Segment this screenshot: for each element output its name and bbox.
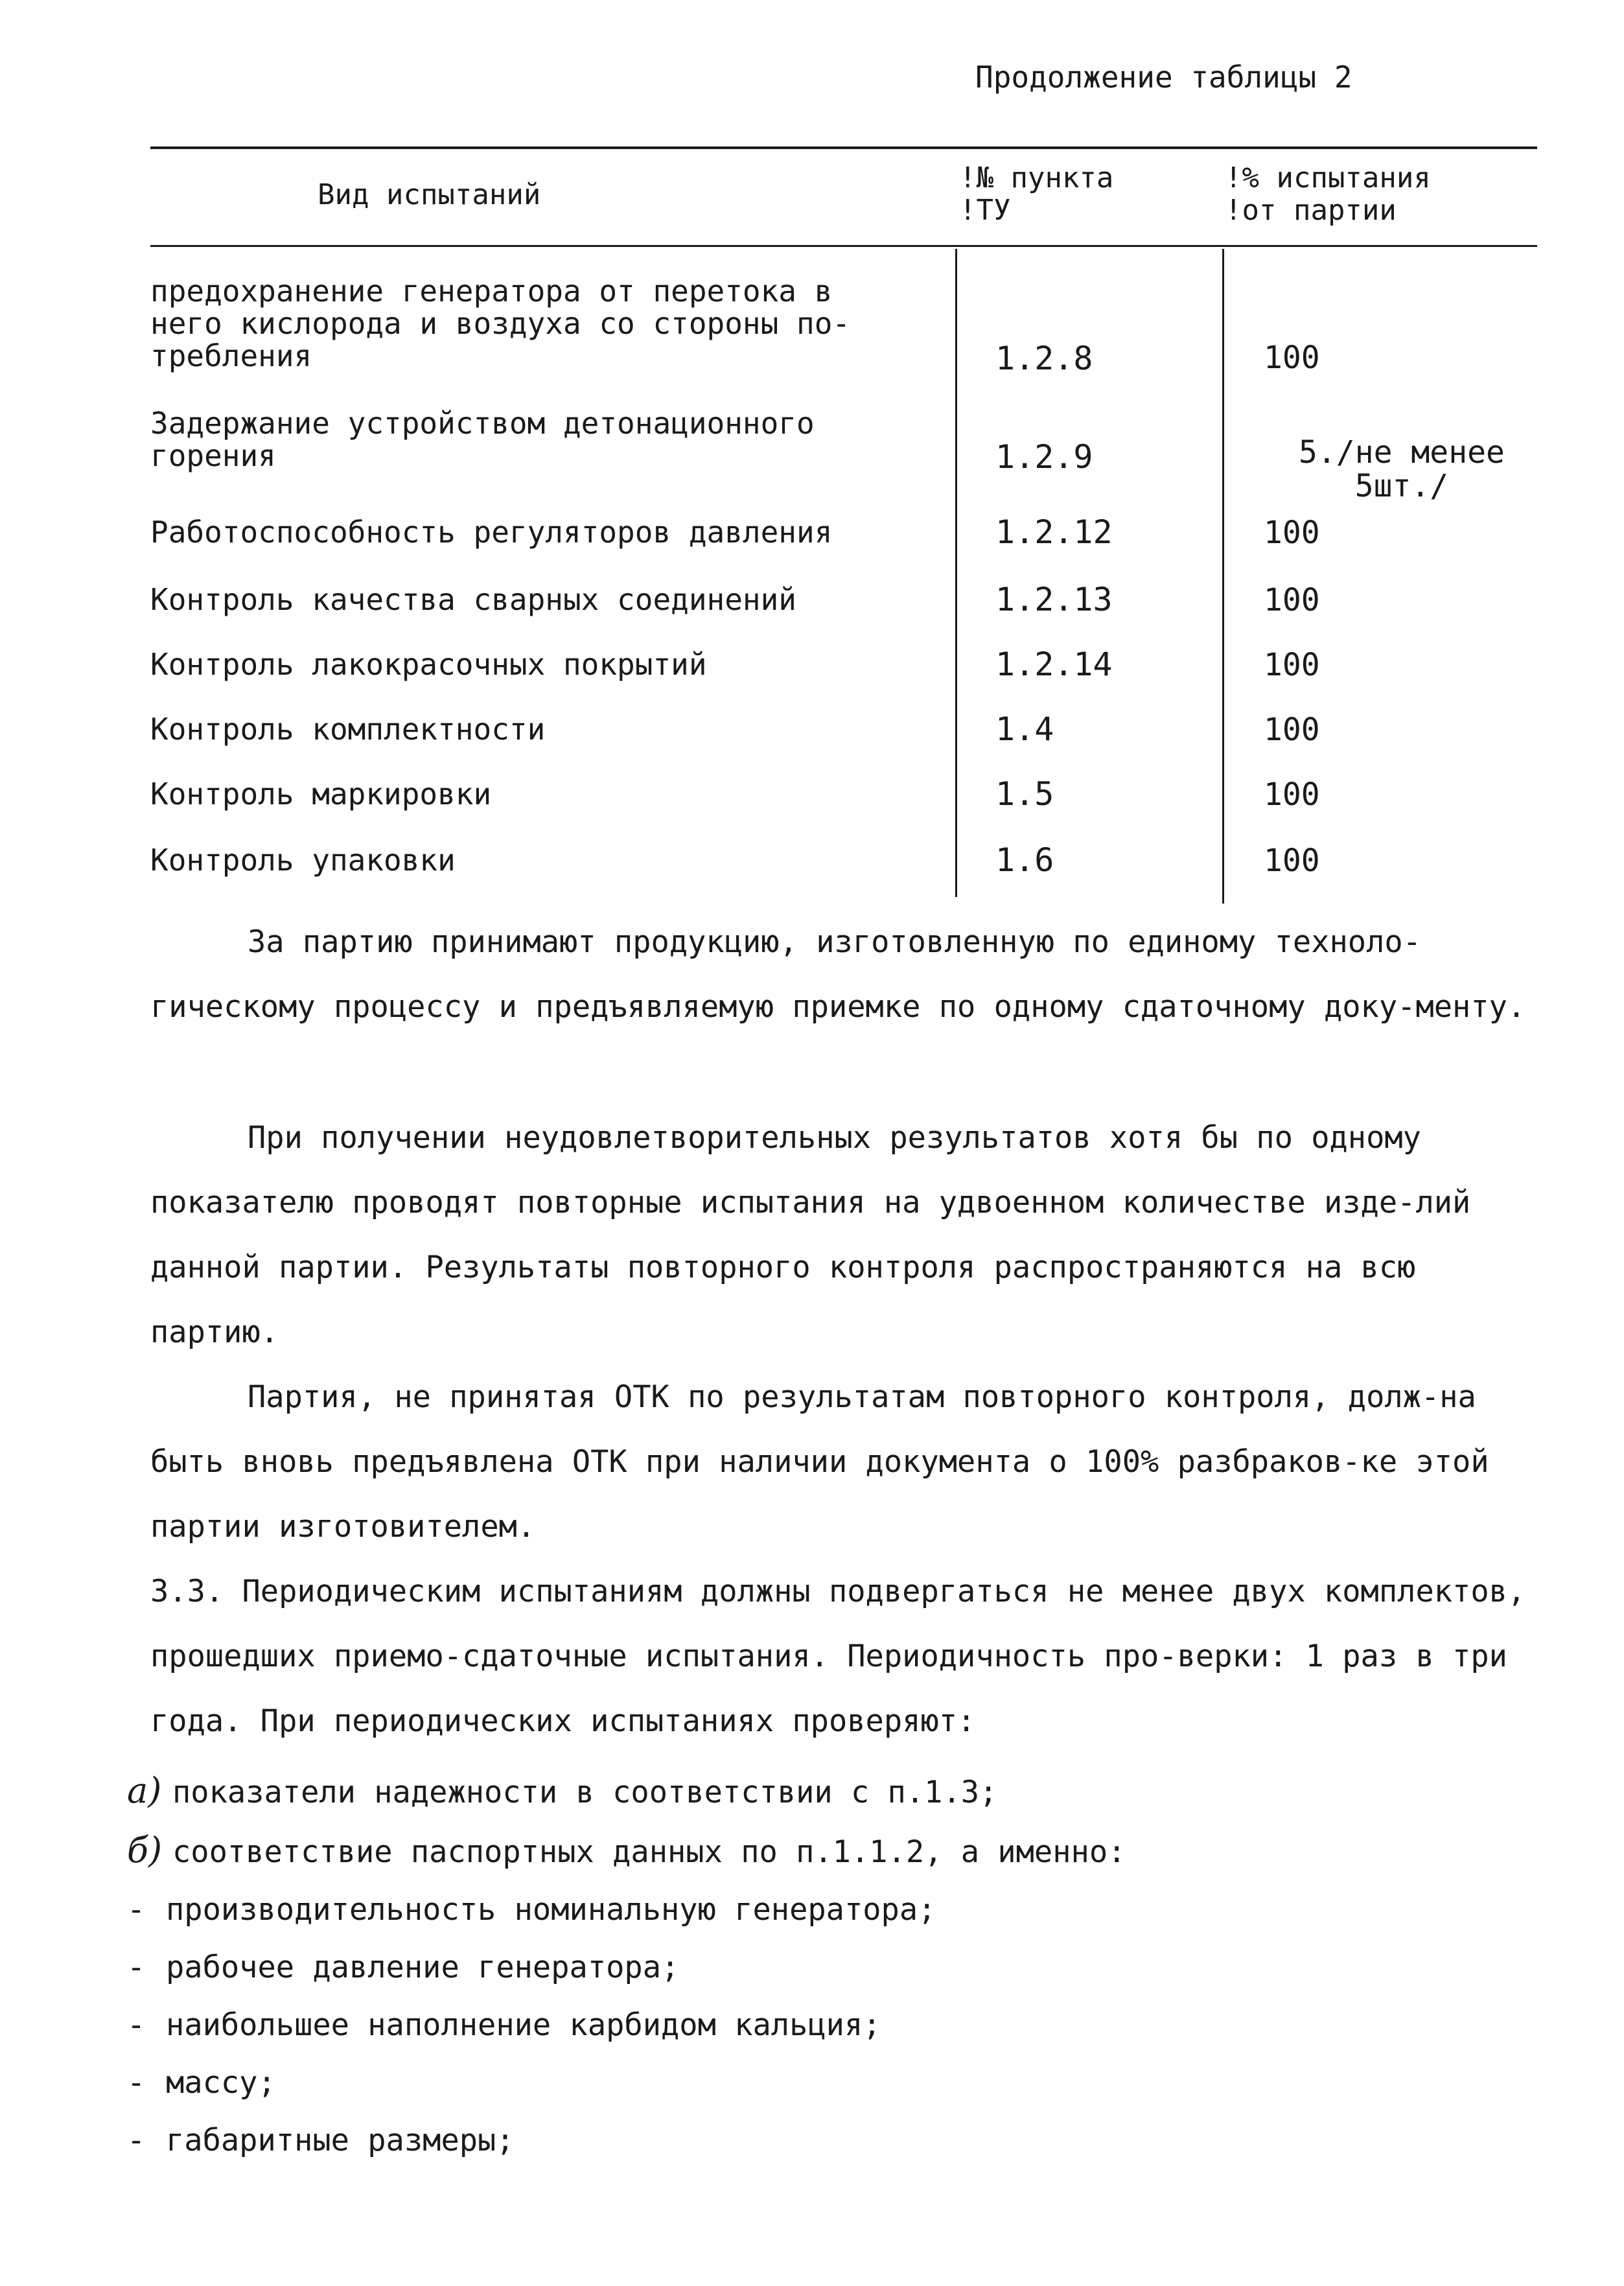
test-type-line: предохранение генератора от перетока в [150, 274, 833, 309]
list-item [127, 2054, 1520, 2112]
test-type-cell [150, 516, 947, 548]
test-type-line: него кислорода и воздуха со стороны по- [150, 306, 851, 341]
percent-line: 5шт./ [1354, 468, 1449, 504]
list-item [127, 2112, 1520, 2169]
clause-cell: 1.2.14 [995, 646, 1113, 683]
list-item [127, 1996, 1520, 2054]
column-header-clause [959, 162, 1113, 227]
test-type-cell [150, 778, 947, 810]
test-type-line: Контроль маркировки [150, 776, 492, 811]
column-divider-1 [955, 249, 957, 897]
column-header-clause-line2: !ТУ [959, 194, 1011, 227]
test-type-line: Работоспособность регуляторов давления [150, 515, 833, 550]
list-dash: - [127, 2065, 146, 2101]
list-item-text: производительность номинальную генератора; [166, 1892, 936, 1928]
clause-cell: 1.5 [995, 775, 1054, 813]
list-item-text: наибольшее наполнение карбидом кальция; [166, 2007, 881, 2043]
clause-cell: 1.2.12 [995, 513, 1113, 551]
list-item [127, 1762, 1520, 1821]
list-item-text: массу; [166, 2065, 276, 2101]
test-type-line: Контроль упаковки [150, 843, 456, 878]
table-continuation-header: Продолжение таблицы 2 [975, 60, 1352, 95]
percent-cell: 100 [1264, 582, 1320, 618]
clause-cell: 1.4 [995, 710, 1054, 748]
test-type-cell [150, 407, 947, 472]
clause-cell: 1.2.8 [995, 340, 1093, 377]
percent-cell: 100 [1264, 515, 1320, 551]
clause-cell: 1.2.9 [995, 438, 1093, 476]
paragraph-periodic-tests: 3.3. Периодическим испытаниям должны подвергаться не менее двух комплектов, прошедших приемо-сдаточные испытания. Периодичность про-верки: 1 раз в три года. При периодических испытаниях проверяют: [150, 1574, 1526, 1739]
test-type-line: Контроль лакокрасочных покрытий [150, 647, 707, 682]
list-item [127, 1939, 1520, 1996]
column-header-test-type: Вид испытаний [318, 178, 541, 211]
test-type-line: Задержание устройством детонационного [150, 406, 815, 441]
column-header-percent-line2: !от партии [1225, 194, 1397, 227]
list-dash: - [127, 2123, 146, 2158]
column-header-clause-line1: !№ пункта [959, 161, 1114, 194]
list-marker: б) [127, 1830, 163, 1871]
percent-line: 5./не менее [1299, 434, 1505, 471]
list-item-text: рабочее давление генератора; [166, 1950, 680, 1985]
test-type-line: Контроль качества сварных соединений [150, 582, 796, 617]
paragraph-rejected-batch: Партия, не принятая ОТК по результатам повторного контроля, долж-на быть вновь предъявлена ОТК при наличии документа о 100% разбраков-ке этой партии изготовителем. [150, 1379, 1489, 1545]
column-divider-2 [1222, 249, 1224, 904]
periodic-check-list [127, 1762, 1520, 2169]
test-type-cell [150, 648, 947, 681]
clause-cell: 1.2.13 [995, 581, 1113, 618]
percent-cell [1299, 436, 1505, 503]
column-header-percent-line1: !% испытания [1225, 161, 1431, 194]
list-dash: - [127, 2007, 146, 2043]
clause-cell: 1.6 [995, 841, 1054, 879]
percent-cell: 100 [1264, 647, 1320, 683]
table-top-rule [150, 146, 1537, 149]
percent-cell: 100 [1264, 776, 1320, 813]
list-item-text: габаритные размеры; [166, 2123, 515, 2158]
percent-cell: 100 [1264, 340, 1320, 376]
list-item [127, 1881, 1520, 1939]
column-header-percent [1225, 162, 1431, 227]
test-type-cell [150, 844, 947, 876]
list-item [127, 1821, 1520, 1881]
test-type-cell [150, 275, 947, 372]
test-type-line: требления [150, 338, 312, 373]
test-type-line: горения [150, 438, 276, 473]
percent-cell: 100 [1264, 712, 1320, 748]
list-dash: - [127, 1892, 146, 1928]
list-marker: а) [127, 1770, 162, 1811]
test-type-cell [150, 713, 947, 745]
test-type-cell [150, 583, 947, 616]
list-dash: - [127, 1950, 146, 1985]
percent-cell: 100 [1264, 843, 1320, 879]
list-item-text: показатели надежности в соответствии с п.1.3; [172, 1775, 998, 1810]
list-item-text: соответствие паспортных данных по п.1.1.2, а именно: [172, 1834, 1126, 1870]
test-type-line: Контроль комплектности [150, 712, 546, 747]
paragraph-batch-definition: За партию принимают продукцию, изготовленную по единому техноло-гическому процессу и предъявляемую приемке по одному сдаточному доку-менту. [150, 924, 1526, 1025]
paragraph-retest: При получении неудовлетворительных результатов хотя бы по одному показателю проводят повторные испытания на удвоенном количестве изде-лий данной партии. Результаты повторного контроля распространяются на всю партию. [150, 1120, 1471, 1350]
table-header-rule [150, 245, 1537, 247]
